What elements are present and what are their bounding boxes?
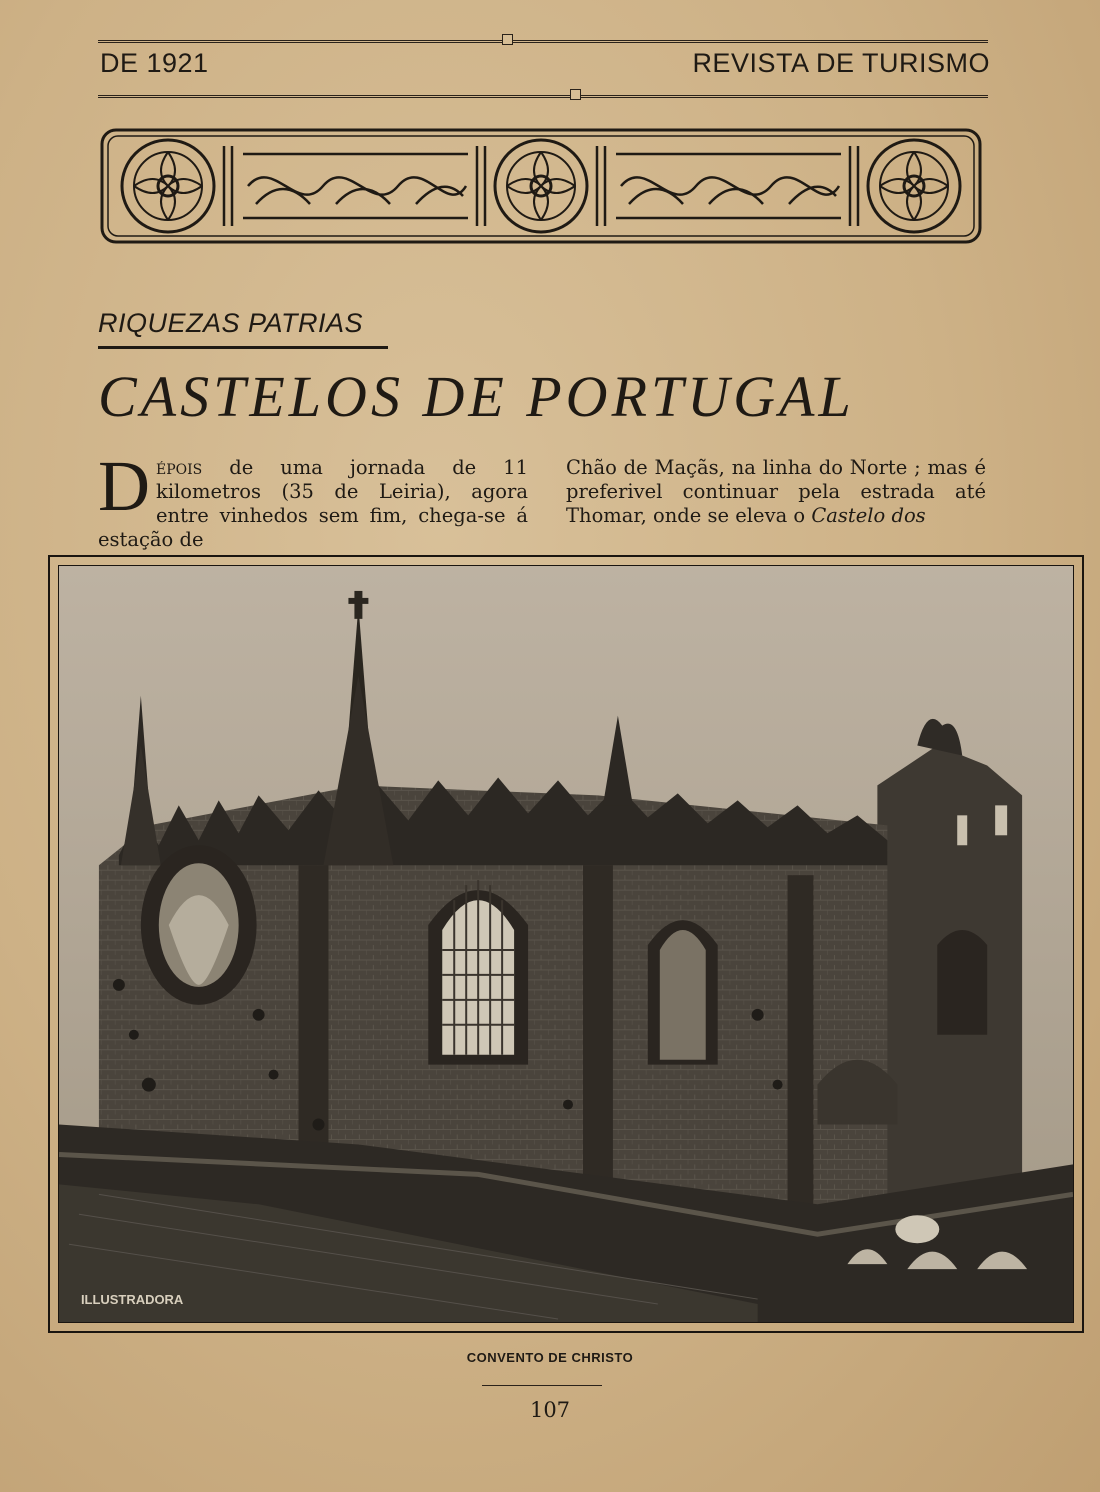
engraver-signature: ILLUSTRADORA <box>80 1292 184 1308</box>
photo-frame <box>48 555 1084 1333</box>
caption-rule <box>482 1385 602 1386</box>
article-column-right <box>566 456 986 528</box>
article-column-left <box>98 446 528 552</box>
ornamental-border <box>98 126 984 248</box>
convent-photo-image <box>59 566 1073 1322</box>
header-magazine-title: REVISTA DE TURISMO <box>692 48 990 78</box>
column-left-text: de uma jornada de 11 kilometros (35 de Leiria), agora entre vinhedos sem fim, chega-se á estação de <box>98 456 528 551</box>
column-right-text: Chão de Maçãs, na linha do Norte ; mas é preferivel continuar pela estrada até Thomar, onde se eleva o <box>566 456 986 527</box>
drop-cap: D <box>98 446 150 526</box>
header-top-rule <box>98 40 988 43</box>
convent-photo <box>58 565 1074 1323</box>
article-title: CASTELOS DE PORTUGAL <box>98 364 855 429</box>
photo-caption: CONVENTO DE CHRISTO <box>466 1350 634 1365</box>
section-label: RIQUEZAS PATRIAS <box>98 308 364 338</box>
header-ornament-square <box>570 89 581 100</box>
page-number: 107 <box>529 1398 571 1422</box>
header-ornament-square <box>502 34 513 45</box>
lead-in-smallcaps: épois <box>156 456 203 479</box>
header-bottom-rule <box>98 95 988 98</box>
section-underline <box>98 346 388 349</box>
castle-name-italic: Castelo dos <box>811 504 926 527</box>
header-date: DE 1921 <box>100 48 209 78</box>
